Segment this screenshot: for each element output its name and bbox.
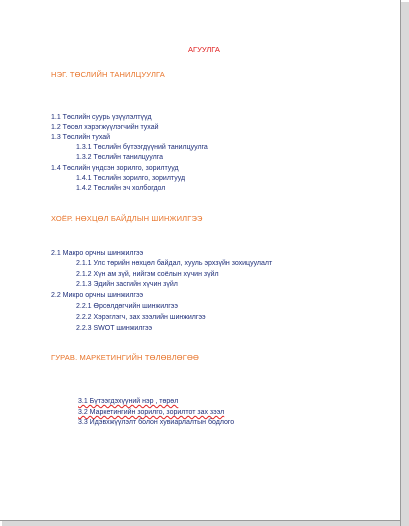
toc-item-1-4-2: 1.4.2 Төслийн эч холбогдол <box>76 185 166 192</box>
section-heading-2: ХОЁР. НӨХЦӨЛ БАЙДЛЫН ШИНЖИЛГЭЭ <box>51 214 203 223</box>
toc-item-2-1-3: 2.1.3 Эдийн засгийн хүчин зүйл <box>76 281 178 288</box>
toc-item-1-2: 1.2 Төсөл хэрэгжүүлэгчийн тухай <box>51 124 159 131</box>
toc-item-3-3: 3.3 Идэвхжүүлэлт болон хувиарлалтын бодлого <box>78 419 235 426</box>
toc-item-2-2: 2.2 Микро орчны шинжилгээ <box>51 292 144 299</box>
page-shadow-right <box>401 2 409 526</box>
toc-item-1-1: 1.1 Төслийн суурь үзүүлэлтүүд <box>51 114 152 121</box>
toc-item-1-3-1: 1.3.1 Төслийн бүтээгдүүний танилцуулга <box>76 144 208 151</box>
toc-item-2-2-3: 2.2.3 SWOT шинжилгээ <box>76 325 153 332</box>
toc-item-2-1-2: 2.1.2 Хүн ам зүй, нийгэм соёлын хүчин зүйл <box>76 271 219 278</box>
toc-item-1-3-2: 1.3.2 Төслийн танилцуулга <box>76 154 164 161</box>
page-border-right <box>400 0 401 526</box>
section-heading-1: НЭГ. ТӨСЛИЙН ТАНИЛЦУУЛГА <box>51 70 165 79</box>
toc-item-2-2-2: 2.2.2 Хэрэглэгч, зах зээлийн шинжилгээ <box>76 314 206 321</box>
toc-item-3-2: 3.2 Маркетингийн зорилго, зорилтот зах зээл <box>78 409 225 416</box>
page-shadow-bottom <box>2 521 409 526</box>
toc-item-2-2-1: 2.2.1 Өрсөлдөгчийн шинжилгээ <box>76 303 178 310</box>
toc-item-3-1: 3.1 Бүтээгдэхүүний нэр , төрөл <box>78 398 179 405</box>
toc-item-1-4: 1.4 Төслийн үндсэн зорилго, зорилтууд <box>51 165 179 172</box>
toc-item-2-1: 2.1 Макро орчны шинжилгээ <box>51 250 144 257</box>
toc-item-1-3: 1.3 Төслийн тухай <box>51 134 111 141</box>
toc-item-1-4-1: 1.4.1 Төслийн зорилго, зорилтууд <box>76 175 186 182</box>
page-title: АГУУЛГА <box>188 45 220 54</box>
toc-item-2-1-1: 2.1.1 Улс төрийн нөхцөл байдал, хууль эрхзүйн зохицуулалт <box>76 260 273 267</box>
page-border-bottom <box>0 520 401 521</box>
section-heading-3: ГУРАВ. МАРКЕТИНГИЙН ТӨЛӨВЛӨГӨӨ <box>51 353 199 362</box>
